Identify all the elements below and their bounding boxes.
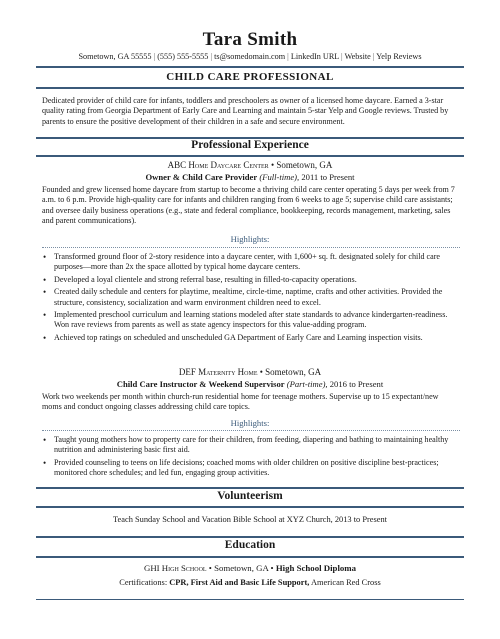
bullet-separator: • [270,160,275,170]
contact-line [0,52,500,61]
contact-separator: | [372,52,375,61]
footer-rule [36,599,464,600]
job-employer: ABC Home Daycare Center [167,160,269,170]
job-highlights-list [42,252,460,346]
diploma: High School Diploma [275,563,357,573]
job-role-line [36,379,464,389]
education-heading: Education [224,539,276,551]
highlight-item: • Transformed ground floor of 2-story residence into a daycare center, with 1,600+ sq. ft. designated solely for child care purposes—more than 2x the space allotted by typical home daycare centers. [42,252,460,272]
title-rule-top [36,66,464,68]
job-dates: 2016 to Present [329,379,384,389]
experience-rule-bottom [36,155,464,157]
education-school-line [36,563,464,573]
job-location: Sometown, GA [265,367,322,377]
job-employer-line [36,160,464,170]
contact-location: Sometown, GA 55555 [78,52,152,61]
candidate-name: Tara Smith [202,29,298,50]
highlights-divider [42,430,460,431]
job-title: Owner & Child Care Provider [145,172,258,182]
job-dates: 2011 to Present [301,172,355,182]
job-type: (Part-time), [286,379,328,389]
professional-title: CHILD CARE PROFESSIONAL [166,71,334,83]
highlights-label: Highlights: [230,418,270,428]
job-title: Child Care Instructor & Weekend Supervisor [116,379,285,389]
job-description: Founded and grew licensed home daycare from startup to become a thriving child care center operating 5 days per week from 7 a.m. to 6 p.m. Provide high-quality care for infants and children ranging from 6 weeks to age 5; supervise child care assistants; and oversee daily business operations (e.g., state and federal compliance, bookkeeping, records management, marketing, sales and parent communications). [42,185,455,225]
volunteerism-text: Teach Sunday School and Vacation Bible School at XYZ Church, 2013 to Present [113,515,387,524]
job-employer: DEF Maternity Home [178,367,258,377]
volunteerism-heading: Volunteerism [217,490,283,502]
highlight-item: • Created daily schedule and centers for playtime, mealtime, circle-time, naptime, crafts and other activities. Provided the structure, consistency, socialization and warm environment children need to excel. [42,287,460,307]
education-rule-top [36,536,464,538]
highlight-item: • Provided counseling to teens on life decisions; coached moms with older children on positive discipline best-practices; monitored chore schedules; and led fun, engaging group activities. [42,458,460,478]
contact-yelp[interactable]: Yelp Reviews [376,52,422,61]
job-employer-line [36,367,464,377]
contact-separator: | [341,52,343,61]
contact-phone: (555) 555-5555 [157,52,209,61]
certifications-and: and [224,578,239,587]
bullet-separator: • [270,563,274,573]
highlight-item: • Implemented preschool curriculum and learning stations modeled after state standards to advance kindergarten-readiness. Won rave reviews from parents as well as state agency inspectors for this value-adding program. [42,310,460,330]
certifications-line [36,578,464,587]
certifications-list-2: Basic Life Support, [240,578,310,587]
contact-website[interactable]: Website [344,52,371,61]
highlights-label: Highlights: [230,234,270,244]
contact-separator: | [210,52,213,61]
highlight-item: • Achieved top ratings on scheduled and unscheduled GA Department of Early Care and Learning inspection visits. [42,333,460,343]
experience-heading: Professional Experience [191,139,309,151]
highlights-divider [42,247,460,248]
contact-separator: | [287,52,289,61]
job-type: (Full-time), [259,172,300,182]
contact-linkedin[interactable]: LinkedIn URL [290,52,339,61]
certifications-list: CPR, First Aid [169,578,223,587]
summary-paragraph: Dedicated provider of child care for infants, toddlers and preschoolers as owner of a licensed home daycare. Earned a 3-star quality rating from Georgia Department of Early Care and Learning and maintain 5-star Yelp and Google reviews. Trusted by parents to ensure the positive development of their children in a safe and secure environment. [42,96,449,126]
title-rule-bottom [36,87,464,89]
job-role-line [36,172,464,182]
highlight-item: • Taught young mothers how to property care for their children, from feeding, diapering and bathing to maintaining healthy nutrition and administering basic first aid. [42,435,460,455]
education-rule-bottom [36,556,464,558]
certifications-label: Certifications: [119,578,168,587]
job-description: Work two weekends per month within church-run residential home for teenage mothers. Supervise up to 15 expectant/new moms and conduct ongoing classes addressing child care topics. [42,392,439,412]
bullet-separator: • [259,367,263,377]
volunteerism-rule-bottom [36,506,464,508]
job-location: Sometown, GA [276,160,333,170]
highlight-item: • Developed a loyal clientele and strong referral base, resulting in filled-to-capacity operations. [42,275,460,285]
contact-separator: | [153,52,156,61]
volunteerism-rule-top [36,487,464,489]
contact-email[interactable]: ts@somedomain.com [214,52,286,61]
certifications-org: American Red Cross [310,578,381,587]
school-name: GHI High School [143,563,207,573]
bullet-separator: • [208,563,212,573]
job-highlights-list [42,435,460,481]
school-location: Sometown, GA [214,563,269,573]
